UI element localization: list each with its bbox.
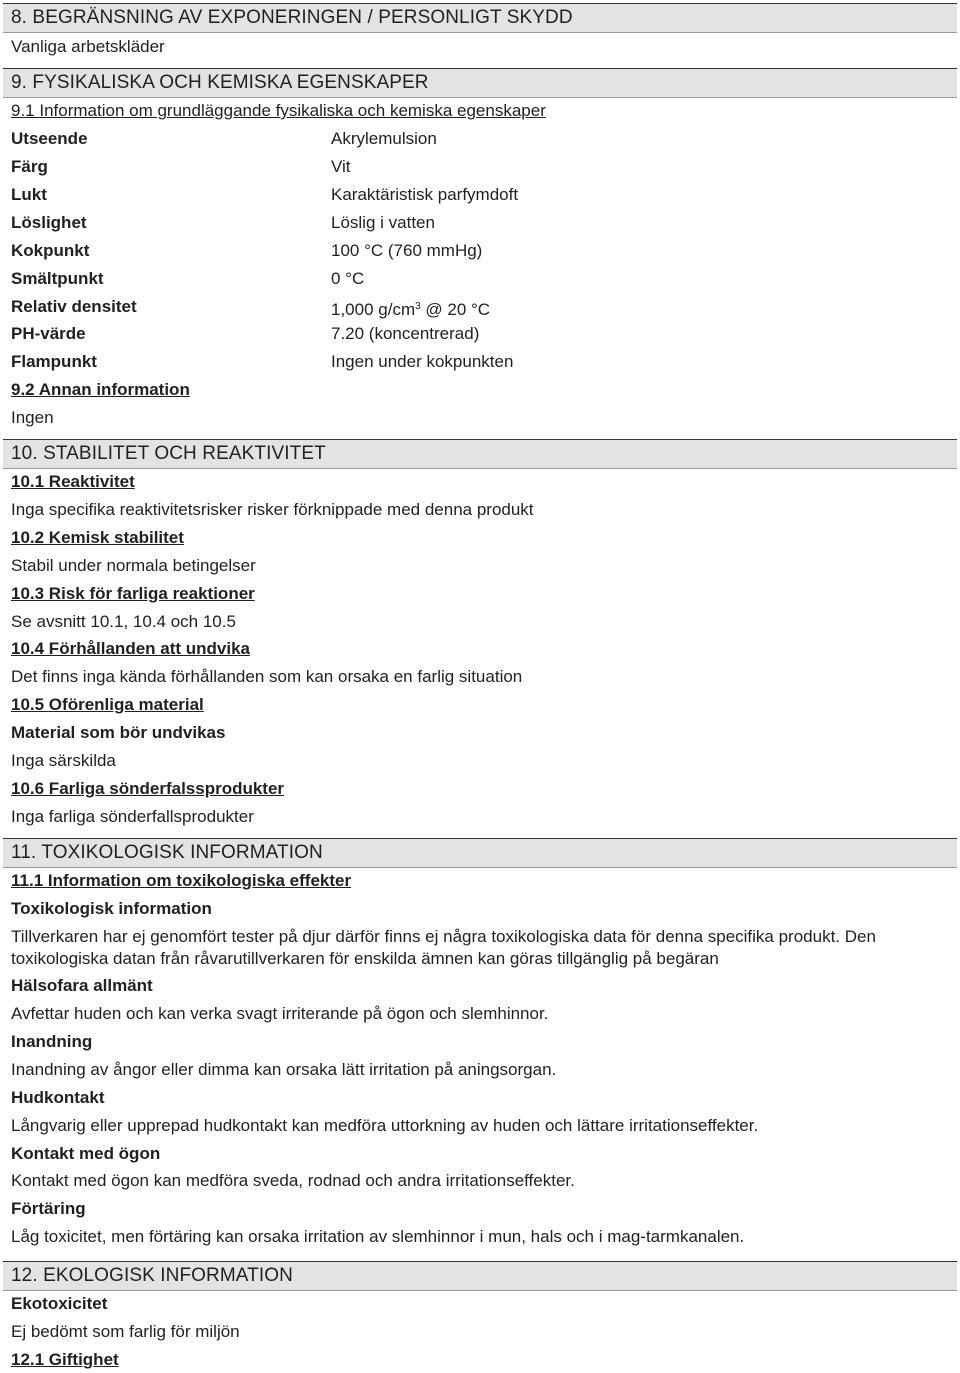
section-10-title: 10. STABILITET OCH REAKTIVITET bbox=[11, 443, 326, 464]
skin-contact-text: Långvarig eller upprepad hudkontakt kan medföra uttorkning av huden och lättare irritationseffekter. bbox=[11, 1116, 759, 1135]
section-10-4-text: Det finns inga kända förhållanden som kan orsaka en farlig situation bbox=[11, 667, 523, 686]
section-12-header bbox=[3, 1261, 957, 1291]
prop-label: Löslighet bbox=[11, 213, 87, 232]
prop-label: PH-värde bbox=[11, 324, 86, 343]
ingestion-text: Låg toxicitet, men förtäring kan orsaka irritation av slemhinnor i mun, hals och i mag-tarmkanalen. bbox=[11, 1227, 745, 1246]
section-12-1-heading: 12.1 Giftighet bbox=[11, 1350, 119, 1369]
section-11-1-heading: 11.1 Information om toxikologiska effekter bbox=[11, 871, 352, 890]
section-12-title: 12. EKOLOGISK INFORMATION bbox=[11, 1265, 293, 1286]
skin-contact-heading: Hudkontakt bbox=[11, 1088, 105, 1107]
toxicological-info-text: Tillverkaren har ej genomfört tester på djur därför finns ej några toxikologiska data för denna specifika produkt. Den toxikologiska datan från råvarutillverkaren för enskilda ämnen kan göras tillgänglig på begäran bbox=[11, 927, 876, 968]
prop-label: Utseende bbox=[11, 129, 88, 148]
inhalation-heading: Inandning bbox=[11, 1032, 93, 1051]
section-9-header bbox=[3, 68, 957, 98]
inhalation-text: Inandning av ångor eller dimma kan orsaka lätt irritation på aningsorgan. bbox=[11, 1060, 557, 1079]
section-10-6-heading: 10.6 Farliga sönderfalssprodukter bbox=[11, 779, 285, 798]
section-9-2-text: Ingen bbox=[11, 408, 54, 427]
section-8-header bbox=[3, 3, 957, 33]
ingestion-heading: Förtäring bbox=[11, 1199, 86, 1218]
prop-label: Lukt bbox=[11, 185, 47, 204]
section-8-title: 8. BEGRÄNSNING AV EXPONERINGEN / PERSONLIGT SKYDD bbox=[11, 7, 573, 28]
prop-value: Löslig i vatten bbox=[331, 213, 435, 232]
section-10-6-text: Inga farliga sönderfallsprodukter bbox=[11, 807, 254, 826]
section-10-2-heading: 10.2 Kemisk stabilitet bbox=[11, 528, 184, 547]
density-exponent: 3 bbox=[415, 301, 421, 312]
section-10-3-heading: 10.3 Risk för farliga reaktioner bbox=[11, 584, 255, 603]
eye-contact-heading: Kontakt med ögon bbox=[11, 1144, 161, 1163]
section-9-2-heading: 9.2 Annan information bbox=[11, 380, 190, 399]
density-value: 1,000 g/cm bbox=[331, 300, 416, 319]
eye-contact-text: Kontakt med ögon kan medföra sveda, rodnad och andra irritationseffekter. bbox=[11, 1171, 575, 1190]
section-10-header bbox=[3, 439, 957, 469]
prop-value: Karaktäristisk parfymdoft bbox=[331, 185, 519, 204]
prop-value: Akrylemulsion bbox=[331, 129, 437, 148]
section-9-title: 9. FYSIKALISKA OCH KEMISKA EGENSKAPER bbox=[11, 72, 429, 93]
section-8-text: Vanliga arbetskläder bbox=[11, 37, 165, 56]
section-10-2-text: Stabil under normala betingelser bbox=[11, 556, 256, 575]
prop-label: Flampunkt bbox=[11, 352, 97, 371]
toxicological-info-heading: Toxikologisk information bbox=[11, 899, 212, 918]
section-11-title: 11. TOXIKOLOGISK INFORMATION bbox=[11, 842, 323, 863]
prop-value: 0 °C bbox=[331, 269, 365, 288]
ecotoxicity-heading: Ekotoxicitet bbox=[11, 1294, 108, 1313]
health-hazard-heading: Hälsofara allmänt bbox=[11, 976, 153, 995]
prop-label: Smältpunkt bbox=[11, 269, 104, 288]
health-hazard-text: Avfettar huden och kan verka svagt irriterande på ögon och slemhinnor. bbox=[11, 1004, 549, 1023]
prop-value: 100 °C (760 mmHg) bbox=[331, 241, 483, 260]
prop-value: 7.20 (koncentrerad) bbox=[331, 324, 480, 343]
prop-label: Relativ densitet bbox=[11, 297, 137, 316]
prop-value: Ingen under kokpunkten bbox=[331, 352, 514, 371]
density-condition: @ 20 °C bbox=[420, 300, 491, 319]
prop-value-density bbox=[331, 296, 490, 321]
section-10-4-heading: 10.4 Förhållanden att undvika bbox=[11, 639, 251, 658]
section-10-5-text: Inga särskilda bbox=[11, 751, 116, 770]
section-10-5-heading: 10.5 Oförenliga material bbox=[11, 695, 204, 714]
prop-value: Vit bbox=[331, 157, 351, 176]
prop-label: Färg bbox=[11, 157, 48, 176]
section-10-5-subheading: Material som bör undvikas bbox=[11, 723, 226, 742]
section-11-header bbox=[3, 838, 957, 868]
section-10-3-text: Se avsnitt 10.1, 10.4 och 10.5 bbox=[11, 612, 236, 631]
section-9-1-heading: 9.1 Information om grundläggande fysikaliska och kemiska egenskaper bbox=[11, 101, 546, 120]
section-10-1-text: Inga specifika reaktivitetsrisker risker förknippade med denna produkt bbox=[11, 500, 534, 519]
prop-label: Kokpunkt bbox=[11, 241, 90, 260]
section-10-1-heading: 10.1 Reaktivitet bbox=[11, 472, 135, 491]
ecotoxicity-text: Ej bedömt som farlig för miljön bbox=[11, 1322, 240, 1341]
